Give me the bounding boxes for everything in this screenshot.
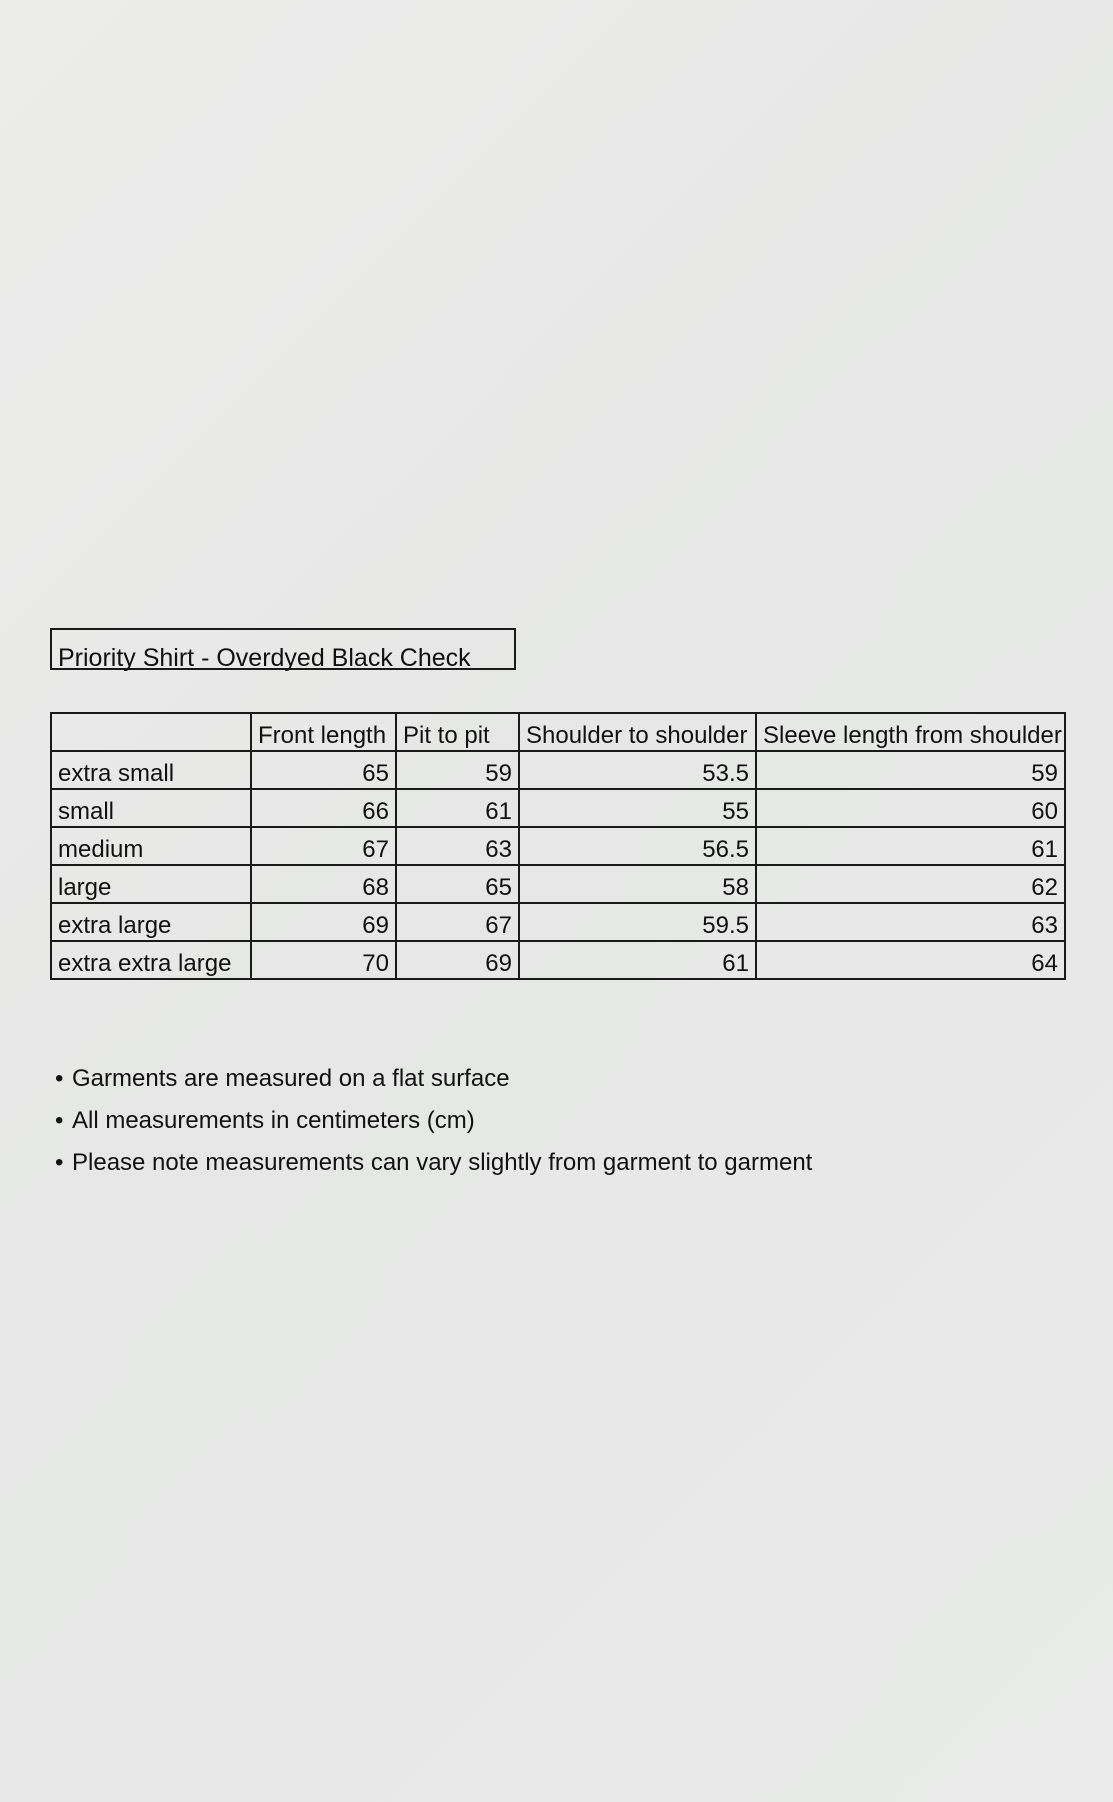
header-pit-to-pit-label: Pit to pit (403, 722, 490, 749)
shoulder-cell (519, 941, 756, 979)
table-row (51, 941, 1065, 979)
sleeve-value: 61 (1031, 836, 1058, 863)
size-label-cell (51, 941, 251, 979)
shoulder-value: 53.5 (702, 760, 749, 787)
size-label-cell (51, 865, 251, 903)
front-length-value: 70 (362, 950, 389, 977)
shoulder-value: 55 (722, 798, 749, 825)
front-length-cell (251, 751, 396, 789)
size-chart-table (50, 712, 1066, 980)
sleeve-value: 60 (1031, 798, 1058, 825)
header-sleeve-length (756, 713, 1065, 751)
shoulder-value: 58 (722, 874, 749, 901)
list-item (55, 1100, 812, 1142)
pit-to-pit-value: 63 (485, 836, 512, 863)
sleeve-cell (756, 789, 1065, 827)
front-length-value: 69 (362, 912, 389, 939)
front-length-cell (251, 941, 396, 979)
front-length-cell (251, 789, 396, 827)
note-text: Garments are measured on a flat surface (72, 1065, 510, 1092)
size-label: medium (58, 836, 144, 863)
pit-to-pit-value: 65 (485, 874, 512, 901)
note-text: All measurements in centimeters (cm) (72, 1107, 475, 1134)
size-label: large (58, 874, 112, 901)
header-front-length (251, 713, 396, 751)
table-row (51, 751, 1065, 789)
size-label: extra large (58, 912, 172, 939)
sleeve-value: 62 (1031, 874, 1058, 901)
shoulder-cell (519, 865, 756, 903)
sleeve-value: 63 (1031, 912, 1058, 939)
pit-to-pit-value: 69 (485, 950, 512, 977)
table-row (51, 903, 1065, 941)
header-size-cell (51, 713, 251, 751)
header-shoulder-to-shoulder-label: Shoulder to shoulder (526, 722, 748, 749)
pit-to-pit-value: 61 (485, 798, 512, 825)
table-row (51, 865, 1065, 903)
page-title: Priority Shirt - Overdyed Black Check (58, 644, 471, 672)
pit-to-pit-value: 67 (485, 912, 512, 939)
shoulder-value: 61 (722, 950, 749, 977)
list-item (55, 1058, 812, 1100)
sleeve-cell (756, 751, 1065, 789)
pit-to-pit-cell (396, 751, 519, 789)
table-row (51, 789, 1065, 827)
header-front-length-label: Front length (258, 722, 387, 749)
shoulder-cell (519, 751, 756, 789)
shoulder-cell (519, 827, 756, 865)
size-label-cell (51, 903, 251, 941)
size-label-cell (51, 751, 251, 789)
sleeve-cell (756, 903, 1065, 941)
shoulder-value: 59.5 (702, 912, 749, 939)
front-length-value: 65 (362, 760, 389, 787)
title-box (50, 628, 516, 670)
pit-to-pit-value: 59 (485, 760, 512, 787)
bullet-icon: • (55, 1149, 64, 1176)
shoulder-cell (519, 903, 756, 941)
front-length-cell (251, 827, 396, 865)
front-length-value: 66 (362, 798, 389, 825)
front-length-value: 68 (362, 874, 389, 901)
shoulder-cell (519, 789, 756, 827)
front-length-cell (251, 903, 396, 941)
shoulder-value: 56.5 (702, 836, 749, 863)
front-length-cell (251, 865, 396, 903)
pit-to-pit-cell (396, 865, 519, 903)
size-label: extra small (58, 760, 175, 787)
size-label-cell (51, 827, 251, 865)
header-shoulder-to-shoulder (519, 713, 756, 751)
pit-to-pit-cell (396, 903, 519, 941)
note-text: Please note measurements can vary slightly from garment to garment (72, 1149, 813, 1176)
size-label: extra extra large (58, 950, 232, 977)
table-row (51, 827, 1065, 865)
bullet-icon: • (55, 1065, 64, 1092)
size-label-cell (51, 789, 251, 827)
sleeve-cell (756, 865, 1065, 903)
header-sleeve-length-label: Sleeve length from shoulder (763, 722, 1062, 749)
size-label: small (58, 798, 115, 825)
sleeve-value: 64 (1031, 950, 1058, 977)
sleeve-cell (756, 827, 1065, 865)
front-length-value: 67 (362, 836, 389, 863)
sleeve-value: 59 (1031, 760, 1058, 787)
sleeve-cell (756, 941, 1065, 979)
pit-to-pit-cell (396, 789, 519, 827)
list-item (55, 1142, 812, 1184)
table-header-row (51, 713, 1065, 751)
header-pit-to-pit (396, 713, 519, 751)
measurement-notes (55, 1058, 812, 1184)
bullet-icon: • (55, 1107, 64, 1134)
pit-to-pit-cell (396, 827, 519, 865)
pit-to-pit-cell (396, 941, 519, 979)
